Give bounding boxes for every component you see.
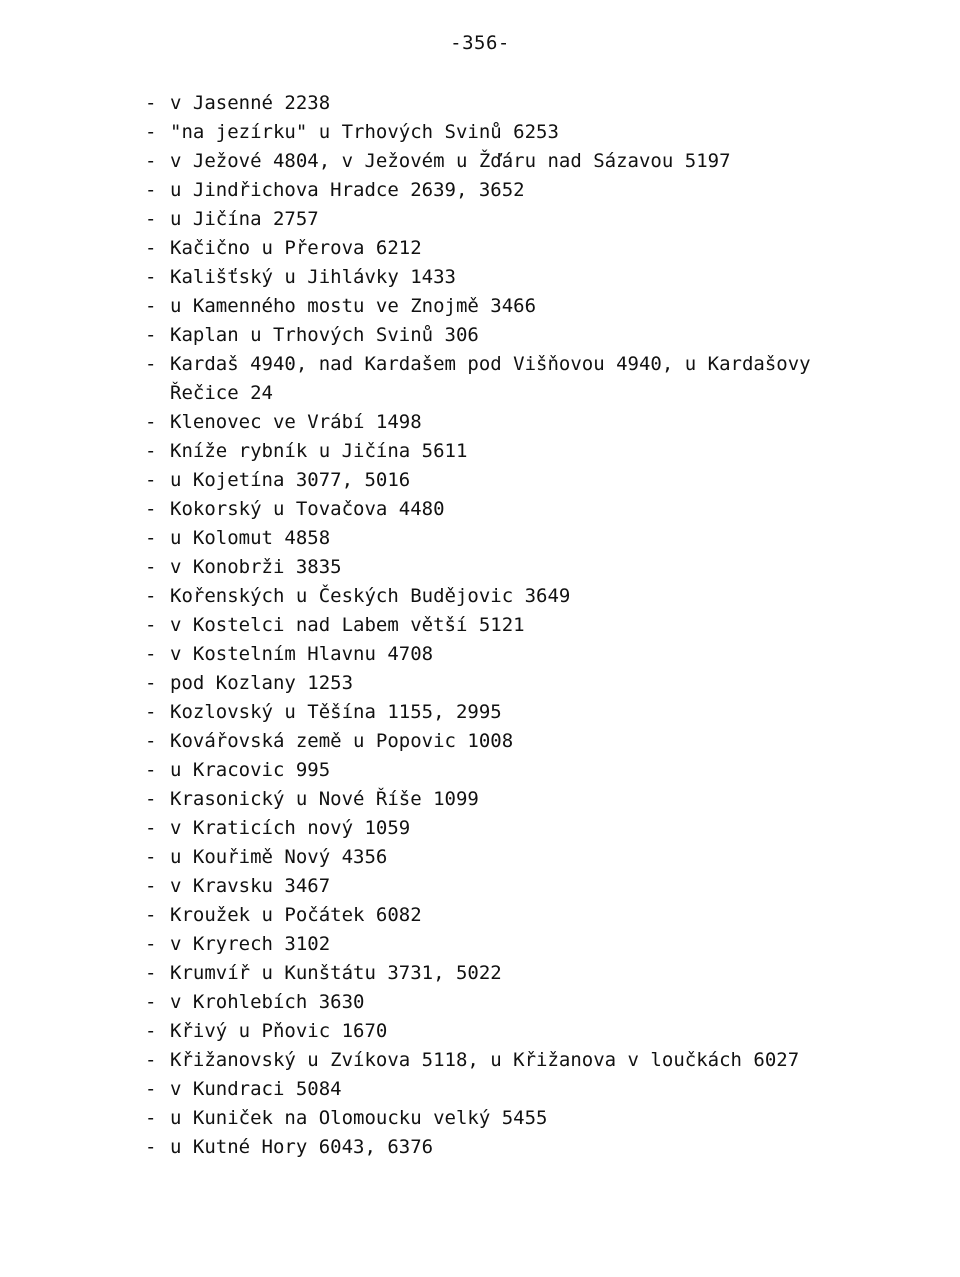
entry-text: v Kundraci 5084: [170, 1078, 342, 1100]
list-dash: -: [145, 150, 157, 172]
entry-text: pod Kozlany 1253: [170, 672, 354, 694]
list-dash: -: [145, 788, 157, 810]
list-dash: -: [145, 556, 157, 578]
entry-text: v Ježové 4804, v Ježovém u Žďáru nad Sázavou 5197: [170, 150, 731, 172]
list-item: [145, 669, 865, 698]
entry-text: Kníže rybník u Jičína 5611: [170, 440, 468, 462]
list-item: [145, 872, 865, 901]
list-dash: -: [145, 614, 157, 636]
list-item: [145, 408, 865, 437]
list-dash: -: [145, 962, 157, 984]
entry-text: Kardaš 4940, nad Kardašem pod Višňovou 4940, u Kardašovy Řečice 24: [170, 353, 823, 404]
entry-text: v Kostelním Hlavnu 4708: [170, 643, 434, 665]
list-dash: -: [145, 643, 157, 665]
list-item: [145, 321, 865, 350]
list-dash: -: [145, 266, 157, 288]
list-dash: -: [145, 527, 157, 549]
entry-text: v Krohlebích 3630: [170, 991, 365, 1013]
list-item: [145, 1046, 865, 1075]
list-dash: -: [145, 295, 157, 317]
page-number: -356-: [450, 32, 510, 54]
list-dash: -: [145, 208, 157, 230]
list-item: [145, 843, 865, 872]
list-dash: -: [145, 469, 157, 491]
list-dash: -: [145, 498, 157, 520]
list-dash: -: [145, 1136, 157, 1158]
entry-text: u Kracovic 995: [170, 759, 331, 781]
list-dash: -: [145, 1049, 157, 1071]
list-item: [145, 147, 865, 176]
list-item: [145, 582, 865, 611]
list-dash: -: [145, 1078, 157, 1100]
list-dash: -: [145, 759, 157, 781]
entry-text: Křivý u Pňovic 1670: [170, 1020, 388, 1042]
list-dash: -: [145, 933, 157, 955]
list-item: [145, 292, 865, 321]
list-item: [145, 466, 865, 495]
list-item: [145, 553, 865, 582]
list-item: [145, 176, 865, 205]
list-dash: -: [145, 730, 157, 752]
list-dash: -: [145, 179, 157, 201]
list-dash: -: [145, 672, 157, 694]
entry-text: u Kutné Hory 6043, 6376: [170, 1136, 434, 1158]
list-item: [145, 988, 865, 1017]
entry-text: u Jindřichova Hradce 2639, 3652: [170, 179, 525, 201]
list-item: [145, 437, 865, 466]
entry-text: Kališťský u Jihlávky 1433: [170, 266, 456, 288]
entry-text: Křižanovský u Zvíkova 5118, u Křižanova v loučkách 6027: [170, 1049, 800, 1071]
list-item: [145, 118, 865, 147]
list-dash: -: [145, 817, 157, 839]
list-item: [145, 901, 865, 930]
entry-text: u Kamenného mostu ve Znojmě 3466: [170, 295, 537, 317]
entry-text: "na jezírku" u Trhových Svinů 6253: [170, 121, 559, 143]
list-dash: -: [145, 991, 157, 1013]
list-dash: -: [145, 440, 157, 462]
list-dash: -: [145, 846, 157, 868]
list-item: [145, 263, 865, 292]
entry-text: Kroužek u Počátek 6082: [170, 904, 422, 926]
list-item: [145, 785, 865, 814]
list-item: [145, 611, 865, 640]
list-item: [145, 1104, 865, 1133]
list-dash: -: [145, 237, 157, 259]
list-dash: -: [145, 585, 157, 607]
list-item: [145, 524, 865, 553]
list-dash: -: [145, 701, 157, 723]
entry-text: Kokorský u Tovačova 4480: [170, 498, 445, 520]
list-item: [145, 640, 865, 669]
entry-text: Kozlovský u Těšína 1155, 2995: [170, 701, 502, 723]
list-dash: -: [145, 92, 157, 114]
entry-text: u Kouřimě Nový 4356: [170, 846, 388, 868]
entry-text: v Kryrech 3102: [170, 933, 331, 955]
entry-text: Krumvíř u Kunštátu 3731, 5022: [170, 962, 502, 984]
entry-text: v Kravsku 3467: [170, 875, 331, 897]
list-item: [145, 727, 865, 756]
list-item: [145, 1075, 865, 1104]
list-item: [145, 205, 865, 234]
list-dash: -: [145, 904, 157, 926]
entry-text: v Kostelci nad Labem větší 5121: [170, 614, 525, 636]
list-item: [145, 959, 865, 988]
list-dash: -: [145, 875, 157, 897]
entry-text: Krasonický u Nové Říše 1099: [170, 788, 479, 810]
entry-list: [145, 89, 865, 1162]
list-dash: -: [145, 411, 157, 433]
entry-text: Kačično u Přerova 6212: [170, 237, 422, 259]
entry-text: v Jasenné 2238: [170, 92, 331, 114]
entry-text: Klenovec ve Vrábí 1498: [170, 411, 422, 433]
list-dash: -: [145, 1020, 157, 1042]
list-dash: -: [145, 121, 157, 143]
list-item: [145, 1133, 865, 1162]
list-dash: -: [145, 353, 157, 375]
list-item: [145, 756, 865, 785]
list-item: [145, 350, 865, 408]
entry-text: u Jičína 2757: [170, 208, 319, 230]
entry-text: u Kuniček na Olomoucku velký 5455: [170, 1107, 548, 1129]
entry-text: v Konobrži 3835: [170, 556, 342, 578]
entry-text: Kaplan u Trhových Svinů 306: [170, 324, 479, 346]
list-item: [145, 234, 865, 263]
entry-text: u Kolomut 4858: [170, 527, 331, 549]
entry-text: u Kojetína 3077, 5016: [170, 469, 411, 491]
list-dash: -: [145, 324, 157, 346]
entry-text: Kořenských u Českých Budějovic 3649: [170, 585, 571, 607]
list-item: [145, 89, 865, 118]
list-item: [145, 698, 865, 727]
list-dash: -: [145, 1107, 157, 1129]
list-item: [145, 814, 865, 843]
list-item: [145, 930, 865, 959]
entry-text: v Kraticích nový 1059: [170, 817, 411, 839]
entry-text: Kovářovská země u Popovic 1008: [170, 730, 514, 752]
list-item: [145, 495, 865, 524]
list-item: [145, 1017, 865, 1046]
